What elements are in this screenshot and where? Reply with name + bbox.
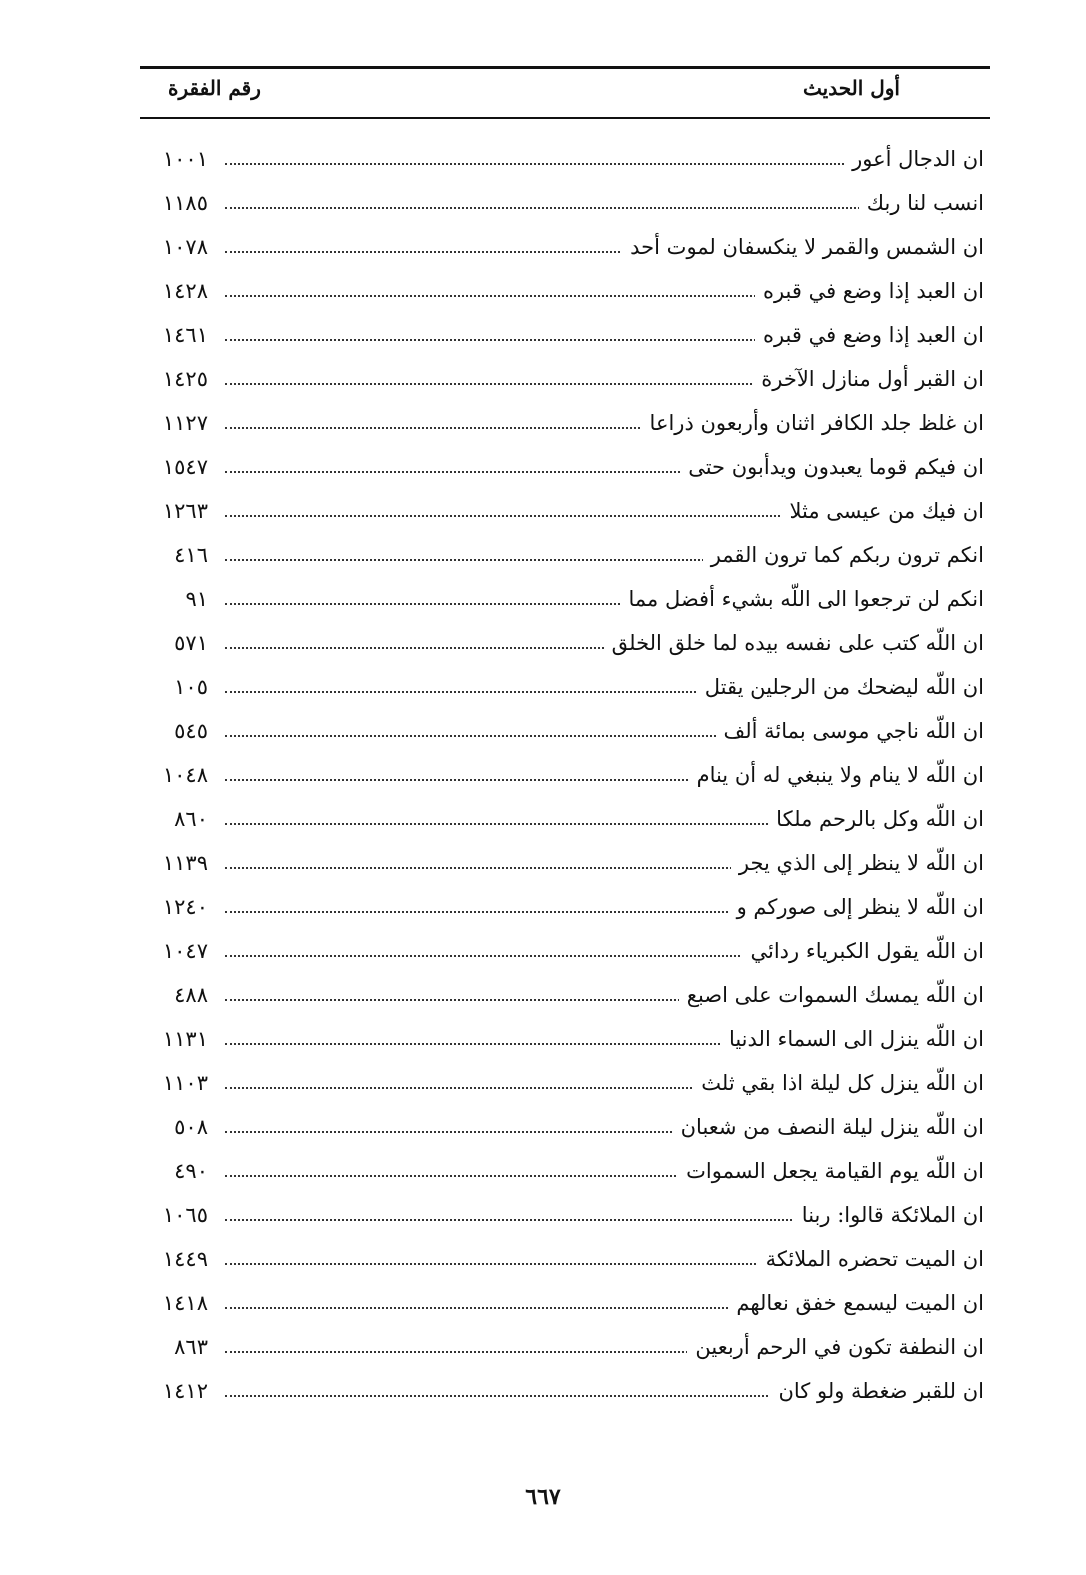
hadith-start-text: ان للقبر ضغطة ولو كان	[770, 1376, 984, 1406]
hadith-start-text: ان اللّه لا ينظر إلى صوركم و	[729, 892, 984, 922]
hadith-start-text: ان اللّه يمسك السموات على اصبع	[679, 980, 984, 1010]
paragraph-number: ١٠٥	[144, 672, 208, 702]
index-entry	[140, 313, 990, 357]
paragraph-number: ١٠٠١	[144, 144, 208, 174]
paragraph-number: ١٤٢٨	[144, 276, 208, 306]
paragraph-number: ٤٩٠	[144, 1156, 208, 1186]
index-entry	[140, 1193, 990, 1237]
paragraph-number: ٤١٦	[144, 540, 208, 570]
index-entry	[140, 1017, 990, 1061]
index-entry	[140, 269, 990, 313]
hadith-start-text: ان الميت ليسمع خفق نعالهم	[728, 1288, 984, 1318]
hadith-start-text: ان اللّه ناجي موسى بمائة ألف	[716, 716, 984, 746]
paragraph-number: ١٠٤٨	[144, 760, 208, 790]
hadith-start-text: ان اللّه ليضحك من الرجلين يقتل	[697, 672, 984, 702]
paragraph-number: ١١٣١	[144, 1024, 208, 1054]
paragraph-number: ١٤١٨	[144, 1288, 208, 1318]
hadith-start-text: ان فيكم قوما يعبدون ويدأبون حتى	[680, 452, 984, 482]
top-rule	[140, 66, 990, 69]
index-entry	[140, 1105, 990, 1149]
index-entry	[140, 225, 990, 269]
hadith-start-column-header: أول الحديث	[803, 76, 900, 100]
paragraph-number-column-header: رقم الفقرة	[168, 76, 261, 100]
index-entry	[140, 1237, 990, 1281]
index-entry	[140, 621, 990, 665]
paragraph-number: ١٤٦١	[144, 320, 208, 350]
paragraph-number: ١٢٦٣	[144, 496, 208, 526]
hadith-start-text: ان القبر أول منازل الآخرة	[753, 364, 984, 394]
index-entry	[140, 137, 990, 181]
index-entry	[140, 709, 990, 753]
index-entry	[140, 181, 990, 225]
paragraph-number: ١٤١٢	[144, 1376, 208, 1406]
paragraph-number: ١٢٤٠	[144, 892, 208, 922]
hadith-start-text: ان اللّه وكل بالرحم ملكا	[768, 804, 984, 834]
hadith-start-text: ان اللّه ينزل كل ليلة اذا بقي ثلث	[693, 1068, 984, 1098]
paragraph-number: ٤٨٨	[144, 980, 208, 1010]
index-entry	[140, 445, 990, 489]
index-entry	[140, 577, 990, 621]
table-header	[140, 72, 990, 112]
paragraph-number: ١١٨٥	[144, 188, 208, 218]
header-rule	[140, 117, 990, 119]
hadith-start-text: ان الملائكة قالوا: ربنا	[794, 1200, 984, 1230]
index-entry	[140, 753, 990, 797]
paragraph-number: ١٠٧٨	[144, 232, 208, 262]
paragraph-number: ١١٣٩	[144, 848, 208, 878]
hadith-start-text: ان فيك من عيسى مثلا	[782, 496, 985, 526]
index-entry	[140, 973, 990, 1017]
hadith-start-text: ان العبد إذا وضع في قبره	[755, 320, 984, 350]
index-entry	[140, 1149, 990, 1193]
paragraph-number: ١٠٤٧	[144, 936, 208, 966]
index-entry	[140, 1281, 990, 1325]
index-entry	[140, 489, 990, 533]
paragraph-number: ٨٦٣	[144, 1332, 208, 1362]
hadith-start-text: انكم ترون ربكم كما ترون القمر	[703, 540, 984, 570]
hadith-start-text: ان اللّه ينزل ليلة النصف من شعبان	[673, 1112, 984, 1142]
hadith-start-text: ان العبد إذا وضع في قبره	[755, 276, 984, 306]
hadith-start-text: انكم لن ترجعوا الى اللّه بشيء أفضل مما	[620, 584, 984, 614]
index-entry	[140, 841, 990, 885]
hadith-start-text: ان غلظ جلد الكافر اثنان وأربعون ذراعا	[642, 408, 984, 438]
hadith-start-text: ان اللّه يوم القيامة يجعل السموات	[678, 1156, 984, 1186]
paragraph-number: ١٠٦٥	[144, 1200, 208, 1230]
hadith-start-text: انسب لنا ربك	[859, 188, 984, 218]
index-entry	[140, 533, 990, 577]
hadith-start-text: ان اللّه ينزل الى السماء الدنيا	[721, 1024, 984, 1054]
index-entry	[140, 885, 990, 929]
paragraph-number: ١٥٤٧	[144, 452, 208, 482]
hadith-start-text: ان الشمس والقمر لا ينكسفان لموت أحد	[622, 232, 984, 262]
paragraph-number: ١٤٢٥	[144, 364, 208, 394]
hadith-start-text: ان الميت تحضره الملائكة	[758, 1244, 984, 1274]
index-entry	[140, 797, 990, 841]
page-number: ٦٦٧	[525, 1484, 561, 1510]
hadith-start-text: ان اللّه لا ينام ولا ينبغي له أن ينام	[689, 760, 984, 790]
hadith-start-text: ان اللّه يقول الكبرياء ردائي	[742, 936, 984, 966]
paragraph-number: ١١٢٧	[144, 408, 208, 438]
index-entry	[140, 1325, 990, 1369]
index-entry	[140, 1061, 990, 1105]
paragraph-number: ٩١	[144, 584, 208, 614]
paragraph-number: ١٤٤٩	[144, 1244, 208, 1274]
paragraph-number: ٥٤٥	[144, 716, 208, 746]
hadith-start-text: ان الدجال أعور	[844, 144, 984, 174]
hadith-start-text: ان النطفة تكون في الرحم أربعين	[687, 1332, 984, 1362]
paragraph-number: ١١٠٣	[144, 1068, 208, 1098]
paragraph-number: ٥٧١	[144, 628, 208, 658]
index-list	[140, 137, 990, 1413]
index-entry	[140, 401, 990, 445]
hadith-start-text: ان اللّه لا ينظر إلى الذي يجر	[731, 848, 984, 878]
paragraph-number: ٥٠٨	[144, 1112, 208, 1142]
index-entry	[140, 665, 990, 709]
index-entry	[140, 357, 990, 401]
paragraph-number: ٨٦٠	[144, 804, 208, 834]
index-entry	[140, 1369, 990, 1413]
hadith-start-text: ان اللّه كتب على نفسه بيده لما خلق الخلق	[604, 628, 984, 658]
index-entry	[140, 929, 990, 973]
